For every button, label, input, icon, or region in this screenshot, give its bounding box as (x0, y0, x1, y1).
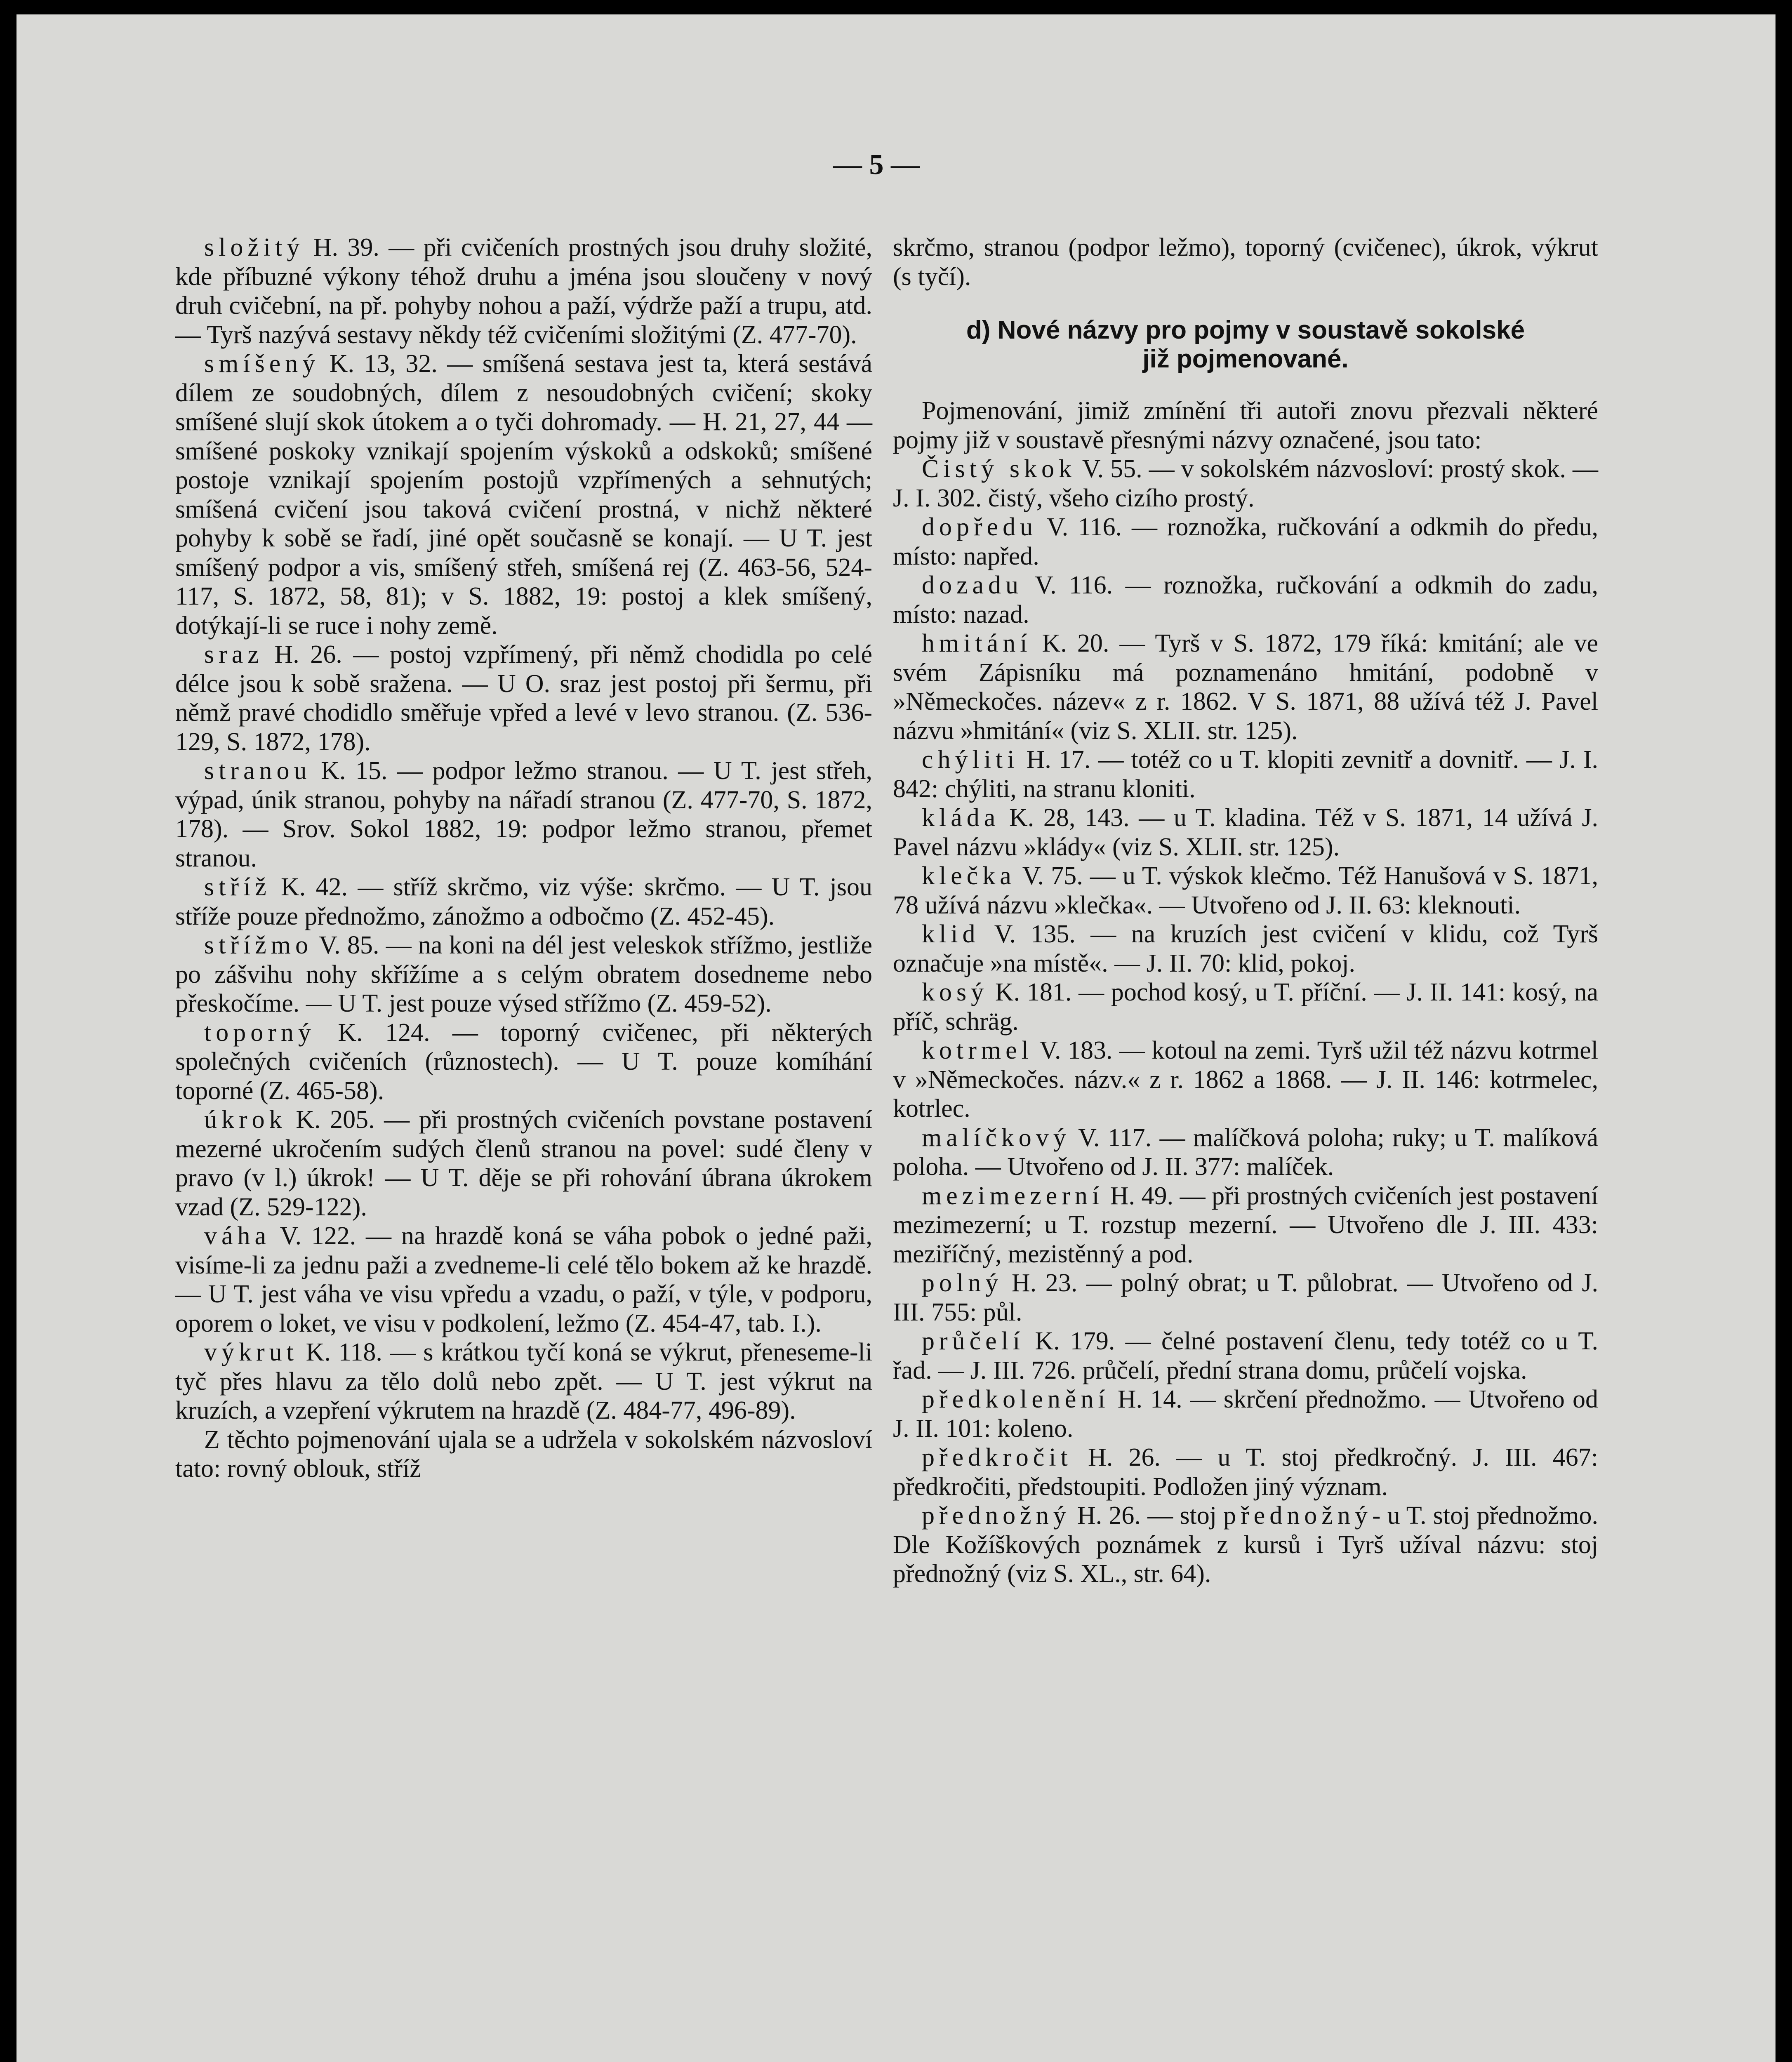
entry-text: V. 135. — na kruzích jest cvičení v klidu, což Tyrš označuje »na místě«. — J. II. 70: klid, pokoj. (893, 920, 1598, 977)
entry-term: dozadu (922, 571, 1023, 599)
entry-term: kláda (922, 804, 1000, 832)
entry-term: váha (204, 1222, 271, 1250)
dictionary-entry (175, 1018, 872, 1106)
entry-text: V. 75. — u T. výskok klečmo. Též Hanušová v S. 1871, 78 užívá názvu »klečka«. — Utvořeno od J. II. 63: kleknouti. (893, 862, 1598, 919)
dictionary-entry (175, 1105, 872, 1222)
continuation-paragraph: skrčmo, stranou (podpor ležmo), toporný (cvičenec), úkrok, výkrut (s tyčí). (893, 233, 1598, 291)
dictionary-entry (175, 1222, 872, 1338)
entry-text: V. 116. — roznožka, ručkování a odkmih do předu, místo: napřed. (893, 513, 1598, 570)
entry-term: průčelí (922, 1327, 1025, 1355)
dictionary-entry (893, 978, 1598, 1036)
dictionary-entry (893, 803, 1598, 862)
entry-text: H. 14. — skrčení přednožmo. — Utvořeno od J. II. 101: koleno. (893, 1385, 1598, 1443)
entry-text: K. 179. — čelné postavení členu, tedy totéž co u T. řad. — J. III. 726. průčelí, přední strana domu, průčelí vojska. (893, 1327, 1598, 1384)
entry-term: stranou (204, 757, 311, 785)
page-number: — 5 — (833, 149, 920, 181)
dictionary-entry (175, 349, 872, 640)
entry-text: V. 183. — kotoul na zemi. Tyrš užil též názvu kotrmel v »Německočes. názv.« z r. 1862 a 1868. — J. II. 146: kotrmelec, kotrlec. (893, 1036, 1598, 1123)
entry-term: přednožný (922, 1502, 1071, 1530)
dictionary-entry (175, 640, 872, 756)
entry-term-repeat: přednožný (1223, 1502, 1372, 1530)
dictionary-entry (893, 1036, 1598, 1123)
entry-term: střížmo (204, 931, 313, 959)
dictionary-entry (175, 873, 872, 931)
right-column (893, 233, 1598, 1589)
entry-text: K. 205. — při prostných cvičeních povstane postavení mezerné ukročením sudých členů stranou na povel: sudé členy v pravo (v l.) úkrok! — U T. děje se při rohování úbrana úkrokem vzad (Z. 529-122). (175, 1106, 872, 1221)
dictionary-entry (893, 1123, 1598, 1182)
entry-text: H. 49. — při prostných cvičeních jest postavení mezimezerní; u T. rozstup mezerní. — Utvořeno dle J. III. 433: meziříčný, mezistěnný a pod. (893, 1182, 1598, 1268)
entry-text: K. 124. — toporný cvičenec, při některých společných cvičeních (různostech). — U T. pouze komíhání toporné (Z. 465-58). (175, 1018, 872, 1105)
entry-term: klečka (922, 862, 1016, 890)
dictionary-entry (893, 454, 1598, 513)
entry-term: malíčkový (922, 1123, 1071, 1152)
dictionary-entry (893, 1269, 1598, 1327)
entry-term: kotrmel (922, 1036, 1033, 1064)
left-column (175, 233, 872, 1483)
entry-term: sraz (204, 640, 264, 669)
entry-text: K. 42. — stříž skrčmo, viz výše: skrčmo. — U T. jsou stříže pouze přednožmo, zánožmo a odbočmo (Z. 452-45). (175, 873, 872, 930)
entry-term: Čistý skok (922, 455, 1076, 483)
entry-text: V. 85. — na koni na dél jest veleskok střížmo, jestliže po zášvihu nohy skřížíme a s celým obratem dosedneme nebo přeskočíme. — U T. jest pouze výsed střížmo (Z. 459-52). (175, 931, 872, 1017)
entry-text: H. 23. — polný obrat; u T. půlobrat. — Utvořeno od J. III. 755: půl. (893, 1269, 1598, 1326)
entry-term: složitý (204, 233, 304, 261)
entry-term: chýliti (922, 746, 1019, 774)
entry-term: mezimezerní (922, 1182, 1104, 1210)
dictionary-entry (893, 920, 1598, 978)
document-page (16, 14, 1776, 2062)
dictionary-entry (893, 745, 1598, 803)
dictionary-entry (175, 1338, 872, 1425)
entry-text: V. 55. — v sokolském názvosloví: prostý skok. — J. I. 302. čistý, všeho cizího prostý. (893, 455, 1599, 512)
dictionary-entry (893, 1443, 1598, 1501)
section-label: d) (966, 316, 991, 344)
entry-term: stříž (204, 873, 271, 901)
entry-text: K. 181. — pochod kosý, u T. příční. — J. II. 141: kosý, na příč, schräg. (893, 978, 1598, 1036)
entry-text: K. 28, 143. — u T. kladina. Též v S. 1871, 14 užívá J. Pavel názvu »klády« (viz S. XLII. str. 125). (893, 804, 1598, 861)
entry-text: V. 116. — roznožka, ručkování a odkmih do zadu, místo: nazad. (893, 571, 1598, 628)
entry-term: předkročit (922, 1443, 1072, 1471)
entry-term: předkolenění (922, 1385, 1110, 1413)
entry-term: toporný (204, 1018, 316, 1047)
entry-term: polný (922, 1269, 1003, 1297)
entry-text: K. 20. — Tyrš v S. 1872, 179 říká: kmitání; ale ve svém Zápisníku má poznamenáno hmitání, podobně v »Německočes. název« z r. 1862. V S. 1871, 88 užívá též J. Pavel názvu »hmitání« (viz S. XLII. str. 125). (893, 629, 1598, 745)
intro-paragraph: Pojmenování, jimiž zmínění tři autoři znovu přezvali některé pojmy již v soustavě přesnými názvy označené, jsou tato: (893, 397, 1598, 454)
entry-term: smíšený (204, 350, 320, 378)
entry-text: K. 13, 32. — smíšená sestava jest ta, která sestává dílem ze soudobných, dílem z nesoudobných cvičení; skoky smíšené slují skok útokem a o tyči dohromady. — H. 21, 27, 44 — smíšené poskoky vznikají spojením výskoků a odskoků; smíšené postoje vznikají spojením postojů vzpřímených a sehnutých; smíšená cvičení jsou taková cvičení prostná, v nichž některé pohyby k sobě se řadí, jiné opět současně se konají. — U T. jest smíšený podpor a vis, smíšený střeh, smíšená rej (Z. 463-56, 524-117, S. 1872, 58, 81); v S. 1882, 19: postoj a klek smíšený, dotýkají-li se ruce i nohy země. (175, 350, 872, 640)
entry-text: K. 15. — podpor ležmo stranou. — U T. jest střeh, výpad, únik stranou, pohyby na nářadí stranou (Z. 477-70, S. 1872, 178). — Srov. Sokol 1882, 19: podpor ležmo stranou, přemet stranou. (175, 757, 872, 872)
entry-term: hmitání (922, 629, 1032, 657)
dictionary-entry (175, 233, 872, 349)
entry-text: H. 17. — totéž co u T. klopiti zevnitř a dovnitř. — J. I. 842: chýliti, na stranu kloniti. (893, 746, 1598, 803)
entry-text: H. 26. — stoj (1070, 1502, 1224, 1530)
dictionary-entry (893, 629, 1598, 745)
entry-text: V. 122. — na hrazdě koná se váha pobok o jedné paži, visíme-li za jednu paži a zvedneme-li celé tělo bokem až ke hrazdě. — U T. jest váha ve visu vpředu a vzadu, o paží, v týle, v podporu, oporem o loket, ve visu v podkolení, ležmo (Z. 454-47, tab. I.). (175, 1222, 872, 1337)
section-heading (893, 316, 1598, 374)
section-title-line1: Nové názvy pro pojmy v soustavě sokolské (997, 316, 1525, 344)
dictionary-entry (893, 1501, 1598, 1589)
entry-term: výkrut (204, 1338, 298, 1366)
dictionary-entry (175, 931, 872, 1018)
dictionary-entry (893, 862, 1598, 920)
entry-text-continued: - u T. stoj přednožmo. Dle Kožíškových poznámek z kursů i Tyrš užíval názvu: stoj přednožný (viz S. XL., str. 64). (893, 1502, 1598, 1588)
section-title-line2: již pojmenované. (1142, 345, 1349, 373)
dictionary-entry (175, 756, 872, 873)
entry-text: V. 117. — malíčková poloha; ruky; u T. malíková poloha. — Utvořeno od J. II. 377: malíček. (893, 1123, 1598, 1181)
entry-term: kosý (922, 978, 989, 1006)
entry-text: H. 26. — postoj vzpřímený, při němž chodidla po celé délce jsou k sobě sražena. — U O. sraz jest postoj při šermu, při němž pravé chodidlo směřuje vpřed a levé v levo stranou. (Z. 536-129, S. 1872, 178). (175, 640, 872, 756)
entry-term: dopředu (922, 513, 1038, 541)
entry-term: úkrok (204, 1106, 287, 1134)
closing-paragraph: Z těchto pojmenování ujala se a udržela v sokolském názvosloví tato: rovný oblouk, stříž (175, 1425, 872, 1483)
dictionary-entry (893, 1182, 1598, 1269)
dictionary-entry (893, 513, 1598, 571)
entry-text: K. 118. — s krátkou tyčí koná se výkrut, přeneseme-li tyč přes hlavu za tělo dolů nebo zpět. — U T. jest výkrut na kruzích, a vzepření výkrutem na hrazdě (Z. 484-77, 496-89). (175, 1338, 872, 1424)
entry-term: klid (922, 920, 980, 948)
dictionary-entry (893, 1385, 1598, 1443)
dictionary-entry (893, 1327, 1598, 1385)
entry-text: H. 39. — při cvičeních prostných jsou druhy složité, kde příbuzné výkony téhož druhu a jména jsou sloučeny v nový druh cvičební, na př. pohyby nohou a paží, výdrže paží a trupu, atd. — Tyrš nazývá sestavy někdy též cvičeními složitými (Z. 477-70). (175, 233, 872, 349)
entry-text: H. 26. — u T. stoj předkročný. J. III. 467: předkročiti, předstoupiti. Podložen jiný význam. (893, 1443, 1598, 1501)
dictionary-entry (893, 571, 1598, 629)
